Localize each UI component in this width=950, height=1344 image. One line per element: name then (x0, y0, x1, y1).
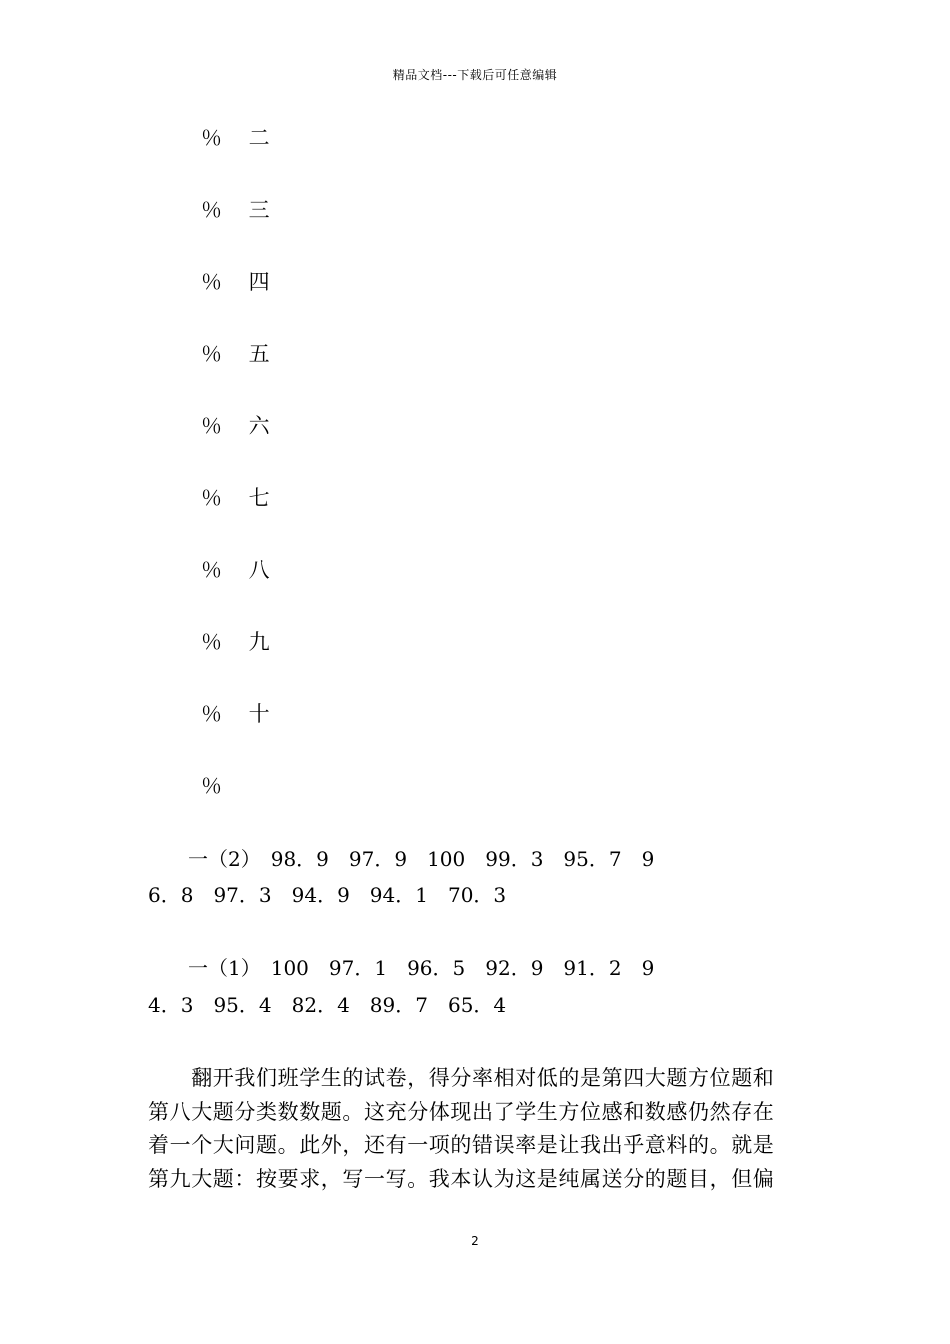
class-2-scores-line-1: 一（2） 98．9 97．9 100 99．3 95．7 9 (148, 847, 655, 871)
class-1-scores-line-1: 一（1） 100 97．1 96．5 92．9 91．2 9 (148, 956, 655, 980)
percent-list-item: ％ 十 (201, 702, 280, 726)
percent-list-item: ％ 八 (201, 558, 280, 582)
class-1-scores-line-2: 4．3 95．4 82．4 89．7 65．4 (148, 993, 507, 1017)
page-number: 2 (471, 1234, 479, 1248)
percent-list-item: ％ 五 (201, 342, 280, 366)
page-header: 精品文档---下载后可任意编辑 (392, 68, 558, 82)
percent-list-item: ％ 三 (201, 198, 280, 222)
percent-list-item: ％ 六 (201, 414, 280, 438)
percent-list-item: ％ 七 (201, 486, 280, 510)
paragraph-line: 着一个大问题。此外，还有一项的错误率是让我出乎意料的。就是 (148, 1133, 775, 1157)
percent-list-item: ％ (201, 774, 232, 798)
paragraph-line: 翻开我们班学生的试卷，得分率相对低的是第四大题方位题和 (148, 1066, 775, 1090)
class-2-scores-line-2: 6．8 97．3 94．9 94．1 70．3 (148, 883, 507, 907)
paragraph-line: 第八大题分类数数题。这充分体现出了学生方位感和数感仍然存在 (148, 1099, 775, 1124)
percent-list-item: ％ 九 (201, 630, 280, 654)
percent-list-item: ％ 二 (201, 126, 280, 150)
analysis-paragraph (148, 1062, 808, 1196)
percent-list-item: ％ 四 (201, 270, 280, 294)
paragraph-line: 第九大题：按要求，写一写。我本认为这是纯属送分的题目，但偏 (148, 1166, 775, 1191)
